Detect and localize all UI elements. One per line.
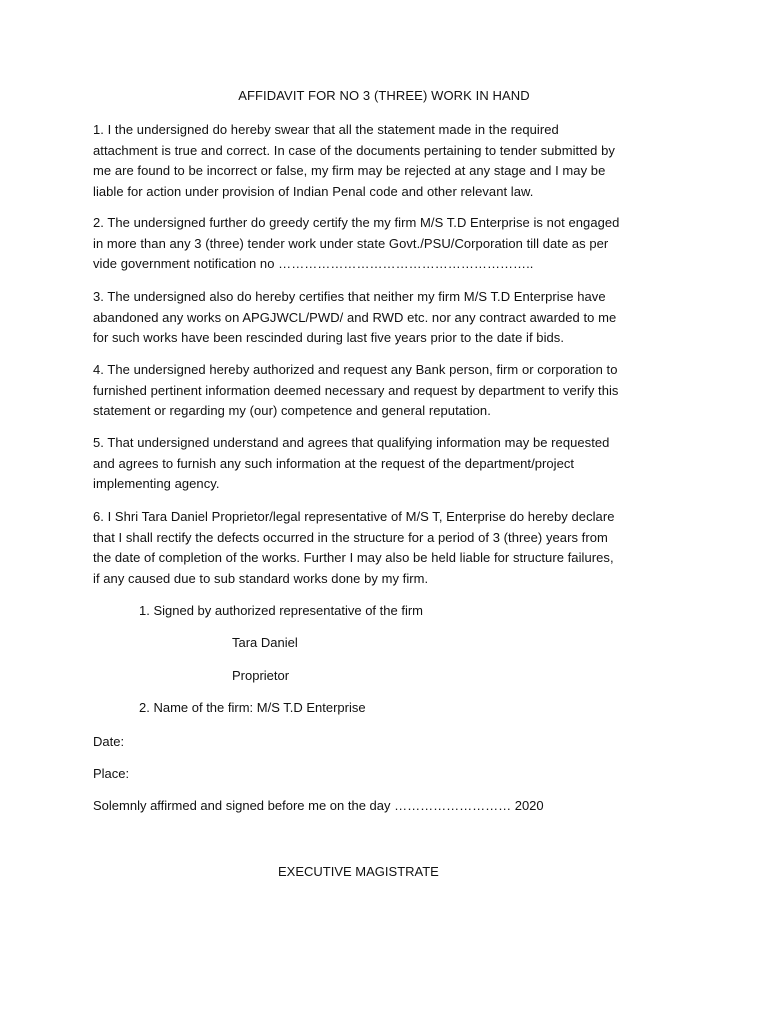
paragraph-line: 1. I the undersigned do hereby swear that all the statement made in the required (93, 122, 559, 137)
executive-magistrate-label: EXECUTIVE MAGISTRATE (278, 864, 439, 879)
paragraph-line: 4. The undersigned hereby authorized and request any Bank person, firm or corporation to (93, 362, 618, 377)
paragraph-5 (93, 433, 675, 495)
paragraph-line: furnished pertinent information deemed necessary and request by department to verify this (93, 382, 619, 398)
paragraph-line: vide government notification no ………………………………………………….. (93, 256, 534, 272)
paragraph-line: implementing agency. (93, 476, 220, 492)
date-label: Date: (93, 734, 125, 749)
paragraph-line: if any caused due to sub standard works done by my firm. (93, 570, 429, 586)
paragraph-line: and agrees to furnish any such information at the request of the department/project (93, 455, 575, 471)
paragraph-line: 6. I Shri Tara Daniel Proprietor/legal representative of M/S T, Enterprise do hereby declare (93, 509, 615, 524)
affirmation-line: Solemnly affirmed and signed before me on the day ……………………… 2020 (93, 798, 544, 813)
paragraph-line: attachment is true and correct. In case of the documents pertaining to tender submitted by (93, 142, 615, 158)
paragraph-line: that I shall rectify the defects occurred in the structure for a period of 3 (three) years from (93, 529, 608, 545)
paragraph-1 (93, 120, 675, 202)
paragraph-6 (93, 507, 675, 589)
paragraph-line: for such works have been rescinded during last five years prior to the date if bids. (93, 330, 564, 346)
paragraph-4 (93, 360, 675, 422)
paragraph-3 (93, 287, 675, 349)
paragraph-line: me are found to be incorrect or false, my firm may be rejected at any stage and I may be (93, 163, 606, 179)
paragraph-line: 3. The undersigned also do hereby certifies that neither my firm M/S T.D Enterprise have (93, 289, 606, 304)
paragraph-line: statement or regarding my (our) competence and general reputation. (93, 403, 491, 419)
paragraph-2 (93, 213, 675, 275)
paragraph-line: 5. That undersigned understand and agrees that qualifying information may be requested (93, 435, 610, 450)
paragraph-line: abandoned any works on APGJWCL/PWD/ and RWD etc. nor any contract awarded to me (93, 309, 617, 325)
paragraph-line: 2. The undersigned further do greedy certify the my firm M/S T.D Enterprise is not engaged (93, 215, 620, 230)
signed-by-line: 1. Signed by authorized representative of the firm (139, 603, 423, 618)
signatory-designation: Proprietor (232, 668, 290, 683)
document-title: AFFIDAVIT FOR NO 3 (THREE) WORK IN HAND (238, 88, 530, 103)
paragraph-line: in more than any 3 (three) tender work under state Govt./PSU/Corporation till date as per (93, 235, 609, 251)
paragraph-line: liable for action under provision of Indian Penal code and other relevant law. (93, 183, 534, 199)
firm-name-line: 2. Name of the firm: M/S T.D Enterprise (139, 700, 366, 715)
paragraph-line: the date of completion of the works. Further I may also be held liable for structure failures, (93, 550, 614, 566)
place-label: Place: (93, 766, 130, 781)
signatory-name: Tara Daniel (232, 635, 298, 650)
